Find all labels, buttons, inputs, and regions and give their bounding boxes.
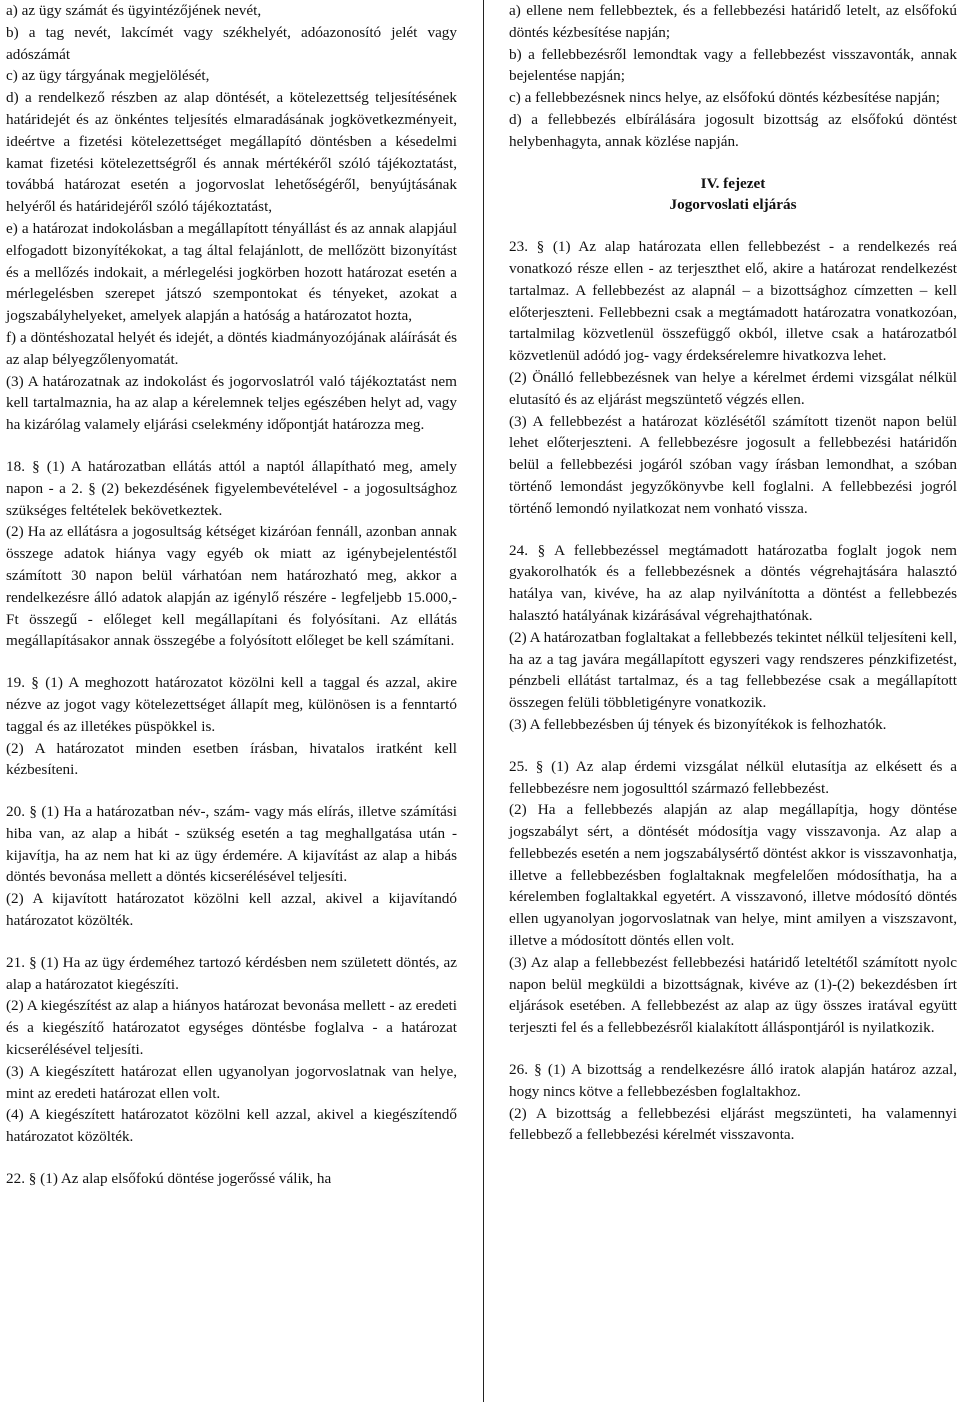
spacer xyxy=(6,781,457,801)
paragraph: (2) A bizottság a fellebbezési eljárást megszünteti, ha valamennyi fellebbező a fellebbezési kérelmét visszavonta. xyxy=(509,1104,957,1144)
chapter-title: Jogorvoslati eljárás xyxy=(669,196,797,214)
spacer xyxy=(6,932,457,952)
spacer xyxy=(6,652,457,672)
paragraph: 23. § (1) Az alap határozata ellen fellebbezést - a rendelkezés reá vonatkozó része ellen - az terjeszthet elő, akire a határozat rendelkezést tartalmaz. A fellebbezést az alapnál – a bizottsághoz címzetten – kell előterjeszteni. Fellebbezni csak a megtámadott határozatra vonatkozóan, tartalmilag közvetlenül összefüggő okból, illetve csak a határozatból közvetlenül adódó jog- vagy érdeksérelemre hivatkozva lehet. xyxy=(509,238,957,365)
spacer xyxy=(6,436,457,456)
paragraph: 25. § (1) Az alap érdemi vizsgálat nélkül elutasítja az elkésett és a fellebbezésre nem jogosulttól származó fellebbezést. xyxy=(509,757,957,797)
paragraph: (4) A kiegészített határozatot közölni kell azzal, akivel a kiegészítendő határozatot közölték. xyxy=(6,1106,457,1146)
paragraph: a) ellene nem fellebbeztek, és a fellebbezési határidő letelt, az elsőfokú döntés kézbesítése napján; xyxy=(509,2,957,41)
paragraph: 19. § (1) A meghozott határozatot közölni kell a taggal és azzal, akire nézve az jogot vagy kötelezettséget állapít meg, különösen is a fenntartó taggal és az illetékes püspökkel is. xyxy=(6,674,457,735)
paragraph: (2) A kiegészítést az alap a hiányos határozat bevonása mellett - az eredeti és a kiegészítő határozatot egységes döntésbe foglalva - a határozat kicserélésével teljesíti. xyxy=(6,997,457,1059)
paragraph: (2) A kijavított határozatot közölni kell azzal, akivel a kijavítandó határozatot közölték. xyxy=(6,890,457,930)
paragraph: c) az ügy tárgyának megjelölését, xyxy=(6,67,210,85)
paragraph: f) a döntéshozatal helyét és idejét, a döntés kiadmányozójának aláírását és az alap bélyegzőlenyomatát. xyxy=(6,328,457,368)
paragraph: 24. § A fellebbezéssel megtámadott határozatba foglalt jogok nem gyakorolhatók és a fellebbezésnek a döntés végrehajtására halasztó hatálya van, kivéve, ha az alap nyilvánította a döntést a fellebbezés halasztó hatályának kizárásával végrehajthatónak. xyxy=(509,541,957,624)
paragraph: 18. § (1) A határozatban ellátás attól a naptól állapítható meg, amely napon - a 2. § (2) bekezdésének figyelembevételével - a jogosultsághoz szükséges feltételek bekövetkeztek. xyxy=(6,457,457,519)
paragraph: 21. § (1) Ha az ügy érdeméhez tartozó kérdésben nem született döntés, az alap a határozatot kiegészíti. xyxy=(6,953,457,993)
spacer xyxy=(509,520,957,540)
spacer xyxy=(509,153,957,173)
spacer xyxy=(6,1148,457,1168)
paragraph: (2) A határozatot minden esetben írásban, hivatalos iratként kell kézbesíteni. xyxy=(6,739,457,779)
spacer xyxy=(509,736,957,756)
left-column xyxy=(6,0,457,1190)
paragraph: e) a határozat indokolásban a megállapított tényállást és az annak alapjául elfogadott bizonyítékokat, a tag által felajánlott, de mellőzött bizonyítást és a mellőzés indokait, a mérlegelési jogkörben hozott határozat esetén a mérlegelésben szerepet játszó szempontokat és tényeket, azokat a jogszabályhelyeket, amelyek alapján a hatóság a határozatot hozta, xyxy=(6,219,457,325)
spacer xyxy=(509,1039,957,1059)
paragraph: d) a fellebbezés elbírálására jogosult bizottság az elsőfokú döntést helybenhagyta, annak közlése napján. xyxy=(509,110,957,150)
paragraph: d) a rendelkező részben az alap döntését, a kötelezettség teljesítésének határidejét és az önkéntes teljesítés elmaradásának jogkövetkezményeit, ideértve a fizetési kötelezettséget megállapító döntésben a késedelmi kamat fizetési kötelezettségről és annak mértékéről szóló tájékoztatást, továbbá határozat esetén a jogorvoslat lehetőségéről, benyújtásának helyéről és határidejéről szóló tájékoztatást, xyxy=(6,89,457,216)
paragraph: (3) A fellebbezést a határozat közlésétől számított tizenöt napon belül lehet előterjeszteni. A fellebbezésre jogosult a fellebbezési határidőn belül a fellebbezési jogáról szóban vagy írásban lemondhat, a szóban történő lemondást jegyzőkönyvbe kell foglalni. A fellebbezési jogról történő lemondó nyilatkozat nem vonható vissza. xyxy=(509,412,957,517)
paragraph: 26. § (1) A bizottság a rendelkezésre álló iratok alapján határoz azzal, hogy nincs kötve a fellebbezésben foglaltakhoz. xyxy=(509,1061,957,1100)
paragraph: (2) Ha az ellátásra a jogosultság kétséget kizáróan fennáll, azonban annak összege adatok hiánya vagy egyéb ok miatt az igénybejelentéstől számított 30 napon belül várhatóan nem határozható meg, akkor a rendelkezésre álló adatok alapján az igénylő részére - legfeljebb 15.000,- Ft összegű - előleget kell megállapítani és folyósítani. Az ellátás megállapításakor annak összegébe a folyósított előleget be kell számítani. xyxy=(6,523,457,650)
paragraph: (2) Önálló fellebbezésnek van helye a kérelmet érdemi vizsgálat nélkül elutasító és az eljárást megszüntető végzés ellen. xyxy=(509,368,957,408)
column-divider xyxy=(483,0,484,1402)
spacer xyxy=(509,216,957,236)
paragraph: a) az ügy számát és ügyintézőjének nevét, xyxy=(6,2,262,19)
paragraph: (3) Az alap a fellebbezést fellebbezési határidő leteltétől számított nyolc napon belül megküldi a bizottságnak, kivéve az (1)-(2) bekezdésben írt eljárások esetében. A fellebbezést az alap az ügy összes iratával együtt terjeszti fel és a fellebbezésről kialakított álláspontjáról is nyilatkozik. xyxy=(509,953,957,1037)
chapter-number: IV. fejezet xyxy=(700,174,766,192)
paragraph: (3) A határozatnak az indokolást és jogorvoslatról való tájékoztatást nem kell tartalmaznia, ha az alap a kérelemnek teljes egészében helyt ad, vagy ha kizárólag valamely eljárási cselekmény időpontját határozza meg. xyxy=(6,372,457,434)
paragraph: (2) A határozatban foglaltakat a fellebbezés tekintet nélkül teljesíteni kell, ha az a tag javára megállapított egyszeri vagy rendszeres pénzkifizetést, pénzbeli ellátást tartalmaz, és a tag fellebbezése csak a megállapított összegen felüli többletigényre vonatkozik. xyxy=(509,628,957,712)
right-column xyxy=(509,0,957,1146)
paragraph: c) a fellebbezésnek nincs helye, az elsőfokú döntés kézbesítése napján; xyxy=(509,89,940,107)
paragraph: 22. § (1) Az alap elsőfokú döntése jogerőssé válik, ha xyxy=(6,1170,332,1188)
paragraph: (2) Ha a fellebbezés alapján az alap megállapítja, hogy döntése jogszabályt sért, a döntését módosítja vagy visszavonja. Az alap a fellebbezés esetén a nem jogszabálysértő döntést akkor is visszavonhatja, illetve a fellebbezésben foglaltaknak megfelelően módosíthatja, ha a kérelemben foglaltakkal egyetért. A visszavonó, illetve módosító döntés ellen ugyanolyan jogorvoslatnak van helye, mint amilyen a viszszavont, illetve a módosított döntés ellen volt. xyxy=(509,801,957,950)
paragraph: (3) A fellebbezésben új tények és bizonyítékok is felhozhatók. xyxy=(509,715,887,733)
paragraph: (3) A kiegészített határozat ellen ugyanolyan jogorvoslatnak van helye, mint az eredeti határozat ellen volt. xyxy=(6,1062,457,1102)
paragraph: b) a tag nevét, lakcímét vagy székhelyét, adóazonosító jelét vagy adószámát xyxy=(6,23,457,63)
paragraph: b) a fellebbezésről lemondtak vagy a fellebbezést visszavonták, annak bejelentése napján; xyxy=(509,45,957,85)
paragraph: 20. § (1) Ha a határozatban név-, szám- vagy más elírás, illetve számítási hiba van, az alap a hibát - szükség esetén a tag meghallgatása után - kijavítja, ha az nem hat ki az ügy érdemére. A kijavítást az alap a hibás döntés bevonása mellett a döntés kicserélésével teljesíti. xyxy=(6,803,457,886)
